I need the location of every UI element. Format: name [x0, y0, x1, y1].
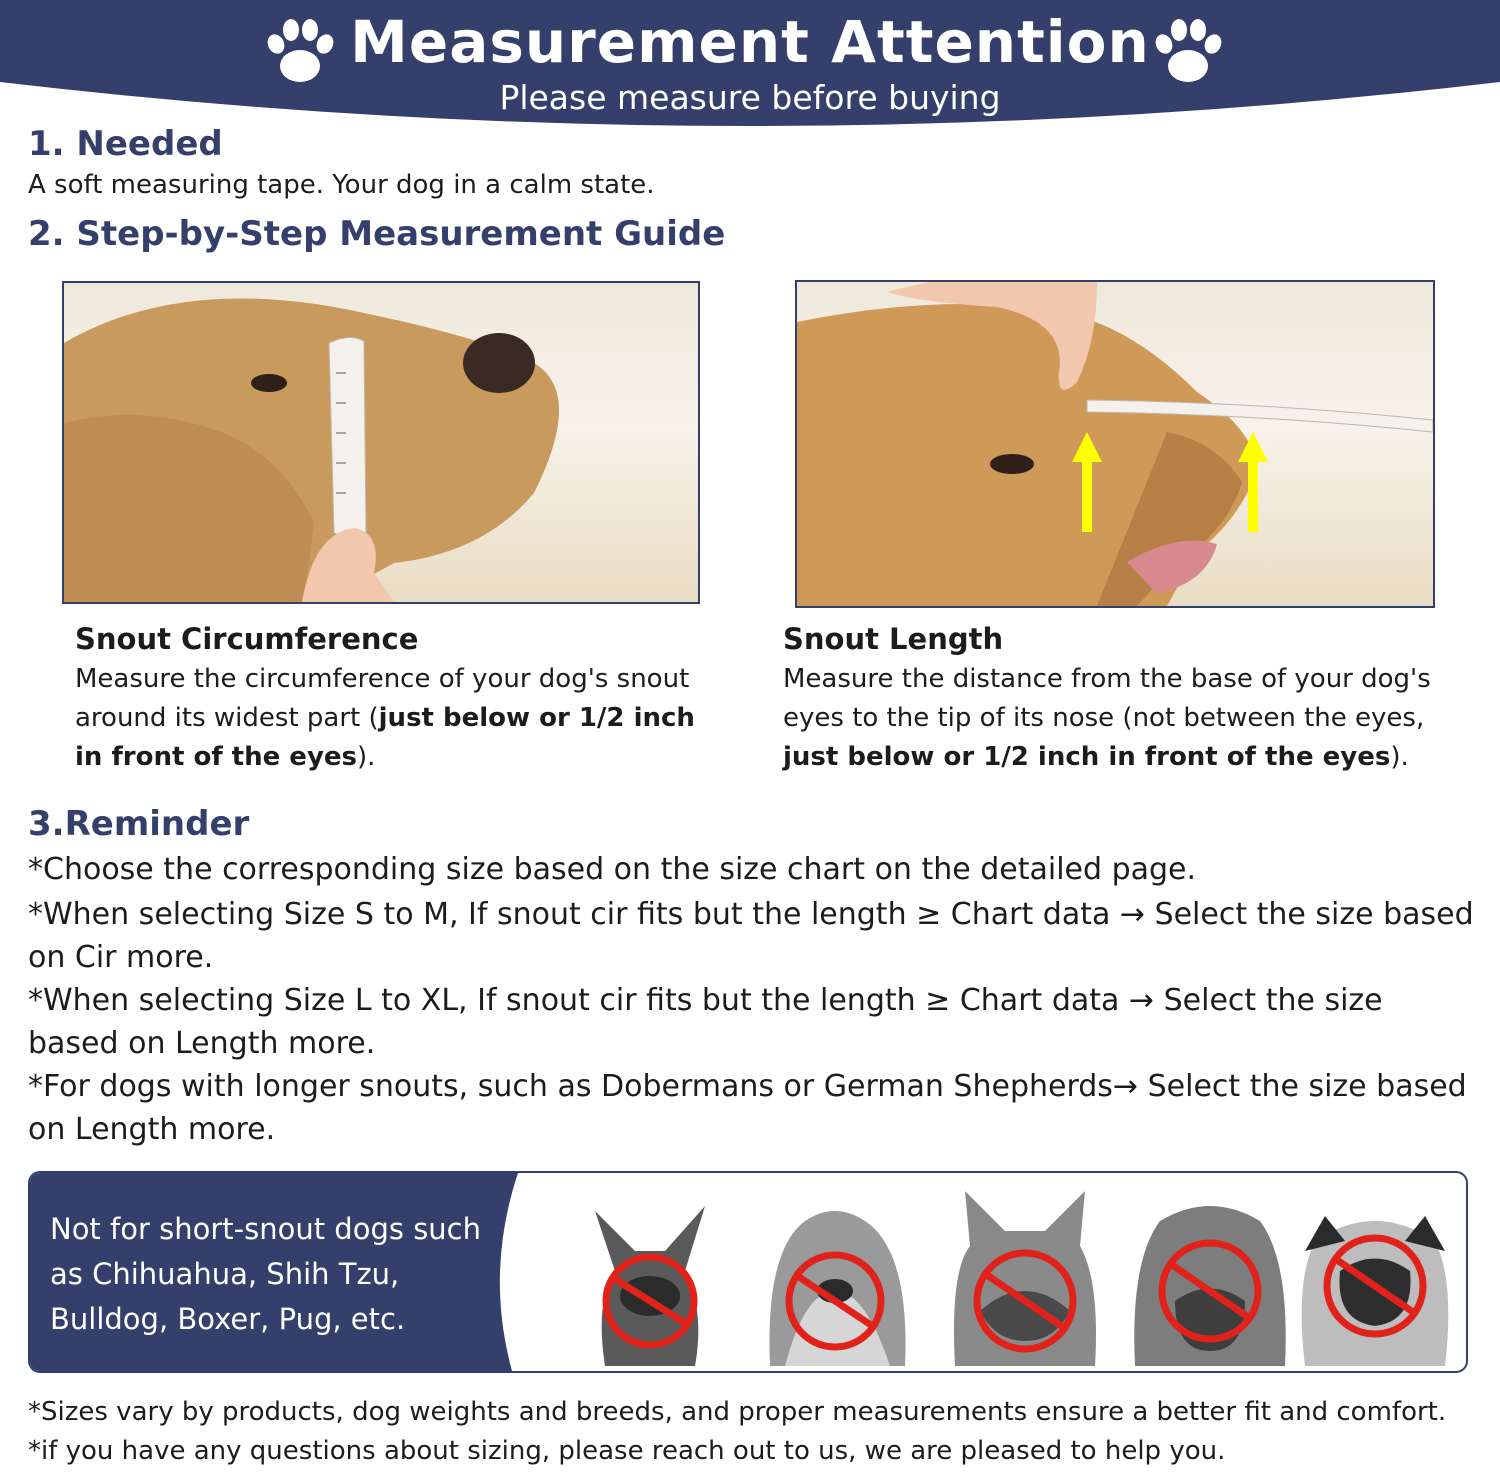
short-snout-warning-banner: [28, 1171, 1468, 1373]
needed-heading: 1. Needed: [28, 124, 223, 164]
reminder-item: *For dogs with longer snouts, such as Dobermans or German Shepherds→ Select the size based on Length more.: [28, 1069, 1467, 1147]
boxer-dog-image: [1120, 1191, 1300, 1370]
guide-heading: 2. Step-by-Step Measurement Guide: [28, 214, 726, 254]
pug-dog-image: [1285, 1191, 1465, 1370]
bulldog-dog-image: [935, 1191, 1115, 1370]
reminder-item: *Choose the corresponding size based on the size chart on the detailed page.: [28, 852, 1197, 887]
shih-tzu-dog-image: [745, 1191, 925, 1370]
snout-circumference-photo: [62, 281, 700, 604]
length-description: Measure the distance from the base of your dog's eyes to the tip of its nose (not between the eyes, just below or 1/2 inch in front of the eyes).: [783, 664, 1431, 772]
snout-length-photo: [795, 280, 1435, 608]
length-title: Snout Length: [783, 622, 1004, 656]
circumference-description: Measure the circumference of your dog's snout around its widest part (just below or 1/2 inch in front of the eyes).: [75, 664, 695, 772]
reminder-item: *When selecting Size L to XL, If snout cir fits but the length ≥ Chart data → Select the size based on Length more.: [28, 983, 1383, 1061]
footer-note: *if you have any questions about sizing, please reach out to us, we are pleased to help you.: [28, 1436, 1226, 1466]
banner-text: Not for short-snout dogs such as Chihuahua, Shih Tzu, Bulldog, Boxer, Pug, etc.: [50, 1212, 482, 1336]
reminder-heading: 3.Reminder: [28, 804, 250, 844]
chihuahua-dog-image: [555, 1191, 735, 1370]
header-banner: [0, 0, 1500, 140]
page-subtitle: Please measure before buying: [499, 78, 1001, 117]
footer-note: *Sizes vary by products, dog weights and breeds, and proper measurements ensure a better fit and comfort.: [28, 1397, 1447, 1427]
page-title: Measurement Attention: [350, 8, 1150, 76]
circumference-title: Snout Circumference: [75, 622, 419, 656]
reminder-item: *When selecting Size S to M, If snout cir fits but the length ≥ Chart data → Select the size based on Cir more.: [28, 897, 1474, 975]
needed-text: A soft measuring tape. Your dog in a calm state.: [28, 170, 655, 200]
